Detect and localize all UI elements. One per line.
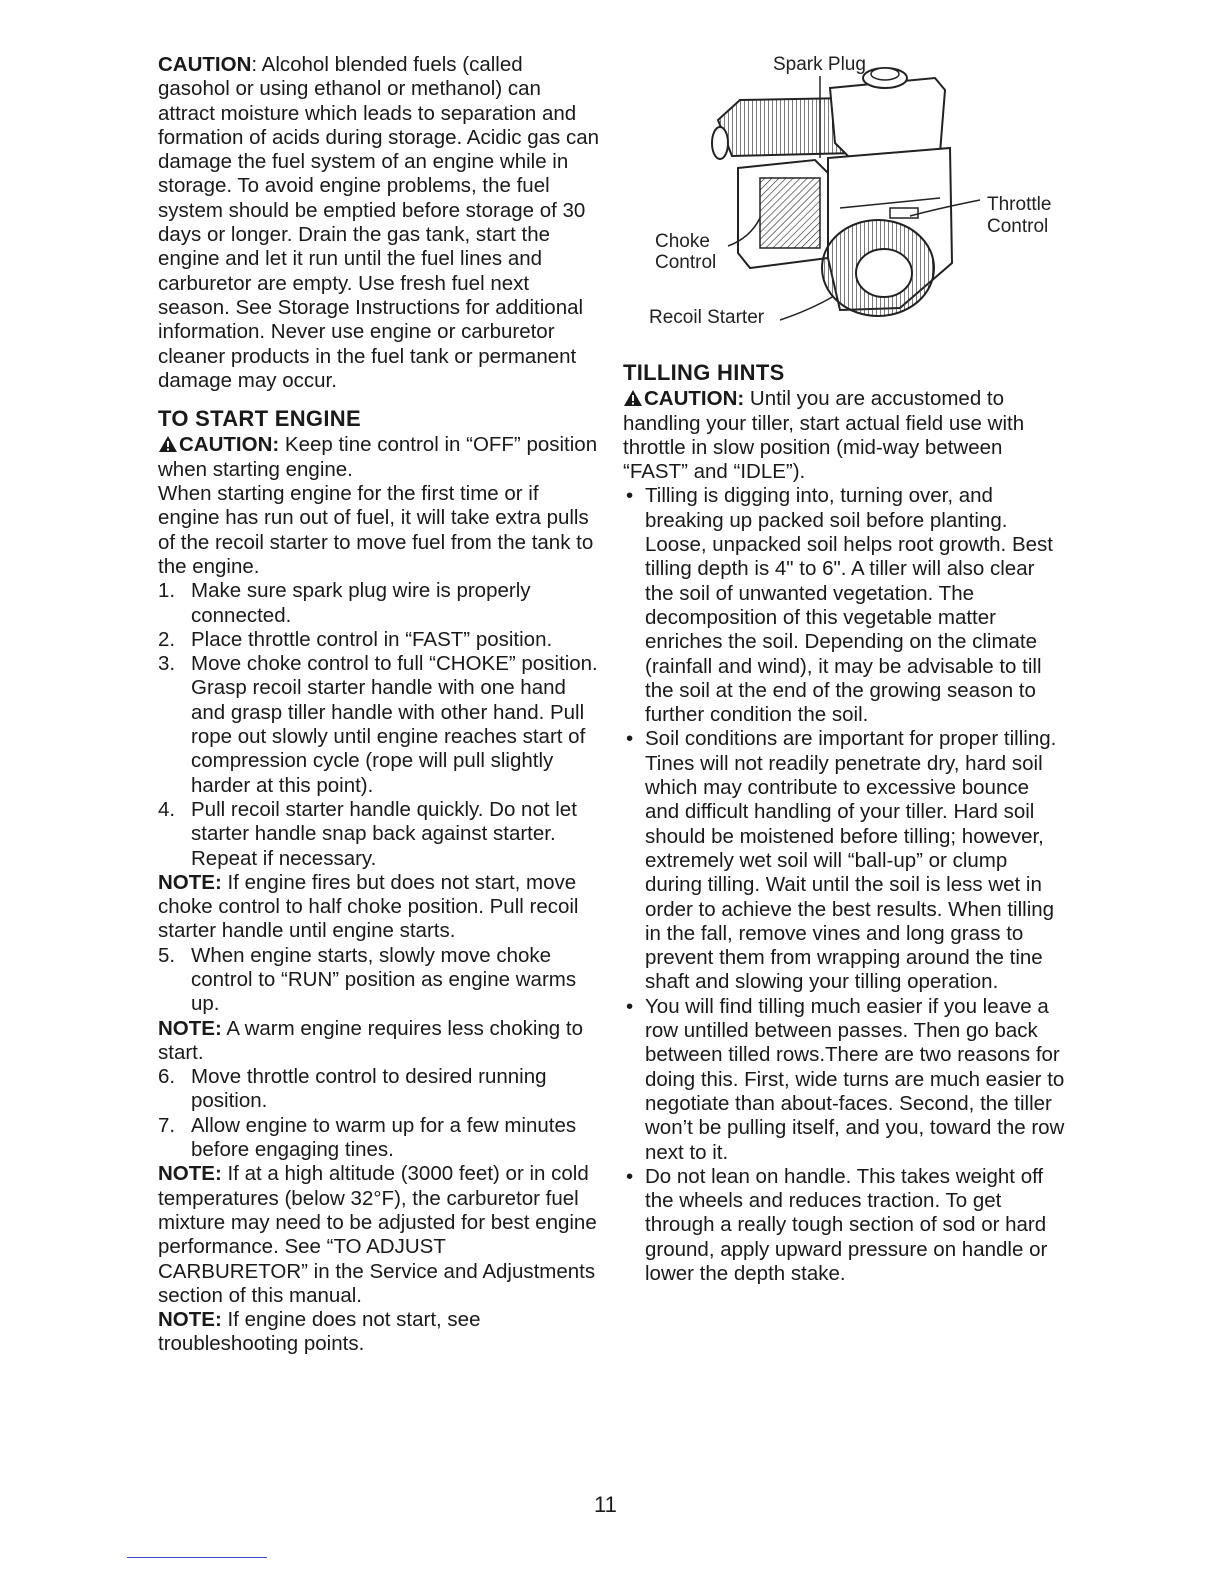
note-paragraph: NOTE: If engine fires but does not start, move choke control to half choke position. Pull recoil starter handle until engine starts. [158,870,579,943]
list-item: • Tilling is digging into, turning over, and breaking up packed soil before planting. Loose, unpacked soil helps root growth. Best tilling depth is 4" to 6". A tiller will also clear the soil of unwanted vegetation. The decomposition of this vegetable matter enriches the soil. Depending on the climate (rainfall and wind), it may be advisable to till the soil at the end of the growing season to further condition the soil. [626,484,1053,727]
bullet-icon: • [626,484,634,508]
caution-text: Keep tine control in “OFF” position when starting engine. [158,433,598,481]
start-steps-list [158,579,600,871]
engine-illustration [640,48,1080,338]
start-steps-list-continued [158,1065,600,1162]
list-item: 4. Pull recoil starter handle quickly. Do not let starter handle snap back against starter. Repeat if necessary. [158,797,577,870]
list-item: 7. Allow engine to warm up for a few minutes before engaging tines. [158,1113,577,1162]
list-item: 1. Make sure spark plug wire is properly connected. [158,579,531,627]
recoil-starter-label: Recoil Starter [649,307,765,328]
note-label: NOTE: [158,1016,222,1040]
start-intro-paragraph: When starting engine for the first time or if engine has run out of fuel, it will take extra pulls of the recoil starter to move fuel from the tank to the engine. [158,482,594,578]
section-heading-start-engine: TO START ENGINE [158,406,361,432]
caution-label: CAUTION: [644,387,745,411]
warning-triangle-icon [158,435,178,453]
note-paragraph: NOTE: If engine does not start, see troubleshooting points. [158,1308,481,1356]
choke-control-label-line2: Control [655,252,717,273]
throttle-control-label-line1: Throttle [987,194,1052,215]
start-steps-list-continued [158,944,600,1017]
choke-control-label-line1: Choke [655,231,710,252]
list-item: 5. When engine starts, slowly move choke control to “RUN” position as engine warms up. [158,943,577,1016]
tilling-hints-list [623,484,1068,1286]
list-item: 2. Place throttle control in “FAST” position. [158,627,553,651]
throttle-control-label-line2: Control [987,216,1049,237]
list-item: • Do not lean on handle. This takes weight off the wheels and reduces traction. To get through a really tough section of sod or hard ground, apply upward pressure on handle or lower the depth stake. [626,1164,1048,1285]
note-label: NOTE: [158,1308,222,1332]
note-label: NOTE: [158,1162,222,1186]
note-paragraph: NOTE: A warm engine requires less choking to start. [158,1016,584,1064]
list-item: 3. Move choke control to full “CHOKE” position. Grasp recoil starter handle with one hand and grasp tiller handle with other hand. Pull rope out slowly until engine reaches start of compression cycle (rope will pull slightly harder at this point). [158,652,598,797]
tilling-caution-paragraph [623,387,1068,484]
bullet-icon: • [626,727,634,751]
note-paragraph: NOTE: If at a high altitude (3000 feet) or in cold temperatures (below 32°F), the carburetor fuel mixture may need to be adjusted for best engine performance. See “TO ADJUST CARBURETOR” in the Service and Adjustments section of this manual. [158,1162,597,1307]
section-heading-tilling-hints: TILLING HINTS [623,360,785,385]
note-label: NOTE: [158,870,222,894]
start-caution-paragraph [158,433,600,482]
list-item: 6. Move throttle control to desired running position. [158,1065,547,1113]
list-item: • Soil conditions are important for proper tilling. Tines will not readily penetrate dry, hard soil which may contribute to excessive bounce and difficult handling of your tiller. Hard soil should be moistened before tilling; however, extremely wet soil will “ball-up” or clump during tilling. Wait until the soil is less wet in order to achieve the best results. When tilling in the fall, remove vines and long grass to prevent them from wrapping around the tine shaft and slowing your tilling operation. [626,727,1057,994]
list-item: • You will find tilling much easier if you leave a row untilled between passes. Then go back between tilled rows.There are two reasons for doing this. First, wide turns are much easier to negotiate than about-faces. Second, the tiller won’t be pulling itself, and you, toward the row next to it. [626,994,1065,1164]
warning-triangle-icon [623,389,643,407]
left-column [158,53,600,1357]
engine-diagram [640,48,1080,338]
bullet-icon: • [626,994,634,1018]
caution-label: CAUTION [158,53,252,76]
bullet-icon: • [626,1164,634,1188]
caution-text: : Alcohol blended fuels (called gasohol or using ethanol or methanol) can attract moisture which leads to separation and formation of acids during storage. Acidic gas can damage the fuel system of an engine while in storage. To avoid engine problems, the fuel system should be emptied before storage of 30 days or longer. Drain the gas tank, start the engine and let it run until the fuel lines and carburetor are empty. Use fresh fuel next season. See Storage Instructions for additional information. Never use engine or carburetor cleaner products in the fuel tank or permanent damage may occur. [158,53,599,392]
caution-text: Until you are accustomed to handling your tiller, start actual field use with throttle in slow position (mid-way between “FAST” and “IDLE”). [623,387,1025,484]
caution-label: CAUTION: [179,433,280,457]
footer-rule [127,1557,267,1558]
fuel-caution-paragraph [158,53,600,393]
right-column [623,361,1068,1286]
page-number: 11 [594,1492,617,1517]
spark-plug-label: Spark Plug [773,54,866,75]
